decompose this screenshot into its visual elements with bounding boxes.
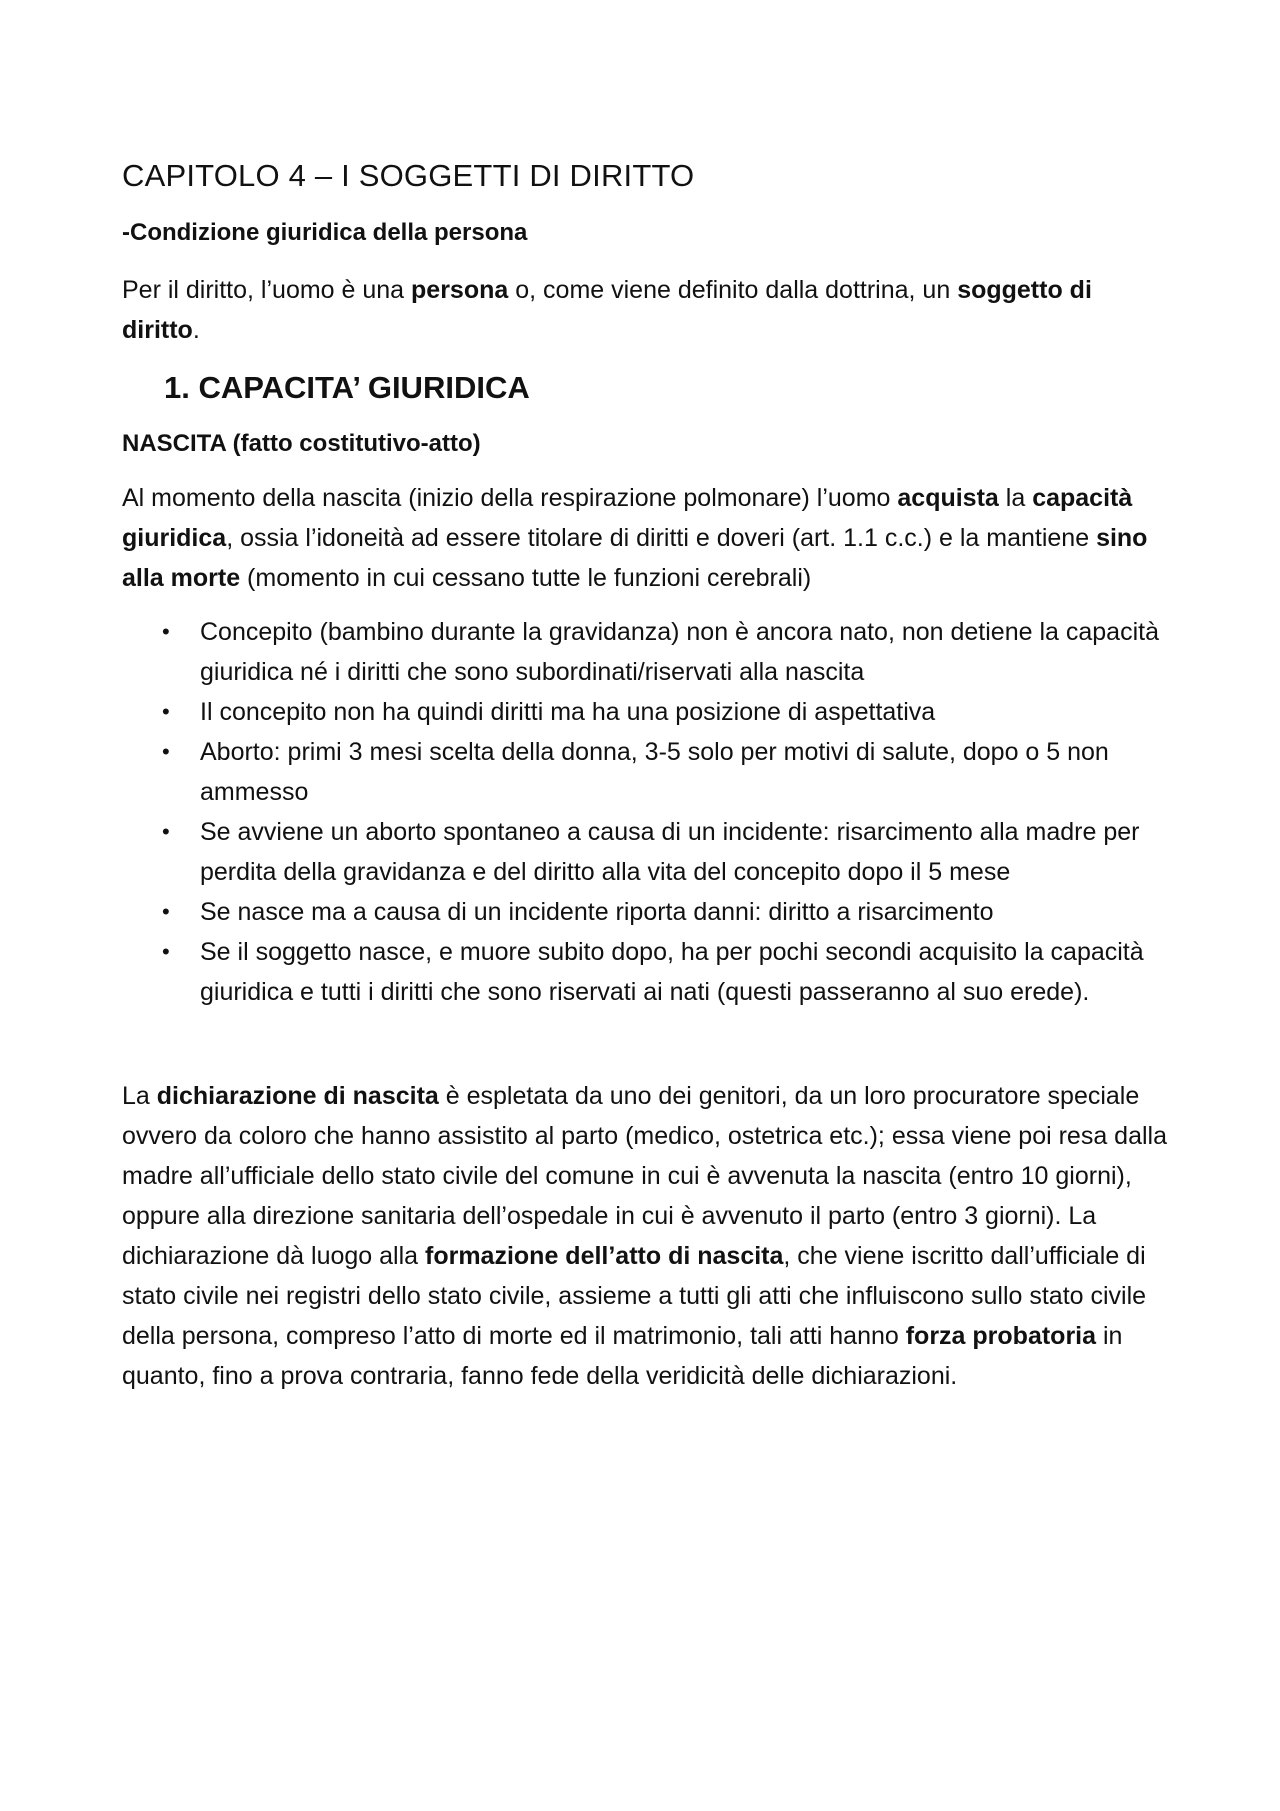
birth-text-1: Al momento della nascita (inizio della respirazione polmonare) l’uomo <box>122 484 898 512</box>
list-item-text: Se avviene un aborto spontaneo a causa di un incidente: risarcimento alla madre per perdita della gravidanza e del diritto alla vita del concepito dopo il 5 mese <box>200 818 1140 886</box>
bullet-icon: • <box>162 619 170 644</box>
declaration-paragraph <box>122 1076 1172 1396</box>
birth-bold-morte: sino alla morte <box>122 524 1148 592</box>
birth-bold-acquista: acquista <box>897 484 999 512</box>
intro-text-3: . <box>192 316 200 344</box>
decl-text-2: è espletata da uno dei genitori, da un loro procuratore speciale ovvero da coloro che hanno assistito al parto (medico, ostetrica etc.); essa viene poi resa dalla madre all’ufficiale dello stato civile del comune in cui è avvenuta la nascita (entro 10 giorni), oppure alla direzione sanitaria dell’ospedale in cui è avvenuto il parto (entro 3 giorni). La dichiarazione dà luogo alla <box>122 1082 1167 1270</box>
bullet-list <box>122 612 1172 1012</box>
birth-paragraph <box>122 478 1172 598</box>
birth-text-2: la <box>998 484 1033 512</box>
decl-bold-formazione: formazione dell’atto di nascita <box>425 1242 784 1270</box>
list-item-text: Concepito (bambino durante la gravidanza) non è ancora nato, non detiene la capacità giuridica né i diritti che sono subordinati/riservati alla nascita <box>200 618 1159 686</box>
birth-text-4: (momento in cui cessano tutte le funzioni cerebrali) <box>240 564 812 592</box>
intro-text-1: Per il diritto, l’uomo è una <box>122 276 412 304</box>
chapter-title: CAPITOLO 4 – I SOGGETTI DI DIRITTO <box>122 158 695 193</box>
nascita-heading: NASCITA (fatto costitutivo-atto) <box>122 430 481 457</box>
list-item <box>122 812 1172 892</box>
bullet-icon: • <box>162 739 170 764</box>
birth-bold-capacita: capacità giuridica <box>122 484 1133 552</box>
list-item <box>122 892 1172 932</box>
intro-paragraph <box>122 270 1172 350</box>
bullet-icon: • <box>162 699 170 724</box>
list-item-text: Se il soggetto nasce, e muore subito dopo, ha per pochi secondi acquisito la capacità giuridica e tutti i diritti che sono riservati ai nati (questi passeranno al suo erede). <box>200 938 1144 1006</box>
document-page <box>122 156 1172 1396</box>
birth-text-3: , ossia l’idoneità ad essere titolare di diritti e doveri (art. 1.1 c.c.) e la mantiene <box>226 524 1097 552</box>
intro-bold-persona: persona <box>411 276 509 304</box>
list-item-text: Il concepito non ha quindi diritti ma ha una posizione di aspettativa <box>200 698 936 726</box>
list-item <box>122 932 1172 1012</box>
bullet-icon: • <box>162 939 170 964</box>
decl-text-3: , che viene iscritto dall’ufficiale di stato civile nei registri dello stato civile, assieme a tutti gli atti che influiscono sullo stato civile della persona, compreso l’atto di morte ed il matrimonio, tali atti hanno <box>122 1242 1147 1350</box>
intro-bold-soggetto: soggetto di diritto <box>122 276 1092 344</box>
decl-text-1: La <box>122 1082 157 1110</box>
list-item <box>122 612 1172 692</box>
subheading: -Condizione giuridica della persona <box>122 219 528 246</box>
decl-bold-dichiarazione: dichiarazione di nascita <box>156 1082 439 1110</box>
bullet-icon: • <box>162 899 170 924</box>
decl-bold-forza: forza probatoria <box>905 1322 1097 1350</box>
decl-text-4: in quanto, fino a prova contraria, fanno fede della veridicità delle dichiarazioni. <box>122 1322 1123 1390</box>
list-item <box>122 732 1172 812</box>
bullet-icon: • <box>162 819 170 844</box>
intro-text-2: o, come viene definito dalla dottrina, un <box>508 276 958 304</box>
list-item-text: Se nasce ma a causa di un incidente riporta danni: diritto a risarcimento <box>200 898 994 926</box>
section-heading: 1. CAPACITA’ GIURIDICA <box>164 370 530 405</box>
list-item-text: Aborto: primi 3 mesi scelta della donna, 3-5 solo per motivi di salute, dopo o 5 non ammesso <box>200 738 1109 806</box>
list-item <box>122 692 1172 732</box>
